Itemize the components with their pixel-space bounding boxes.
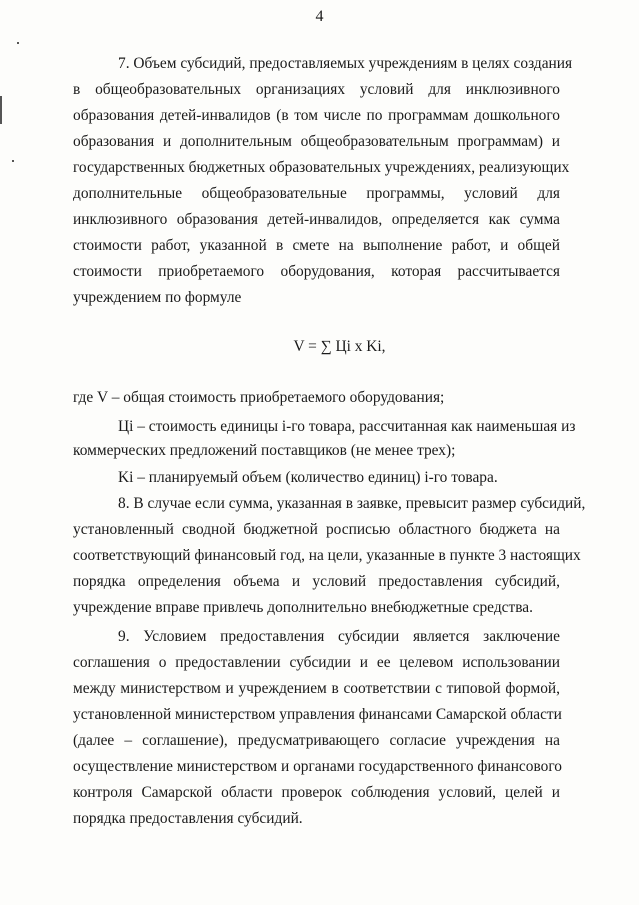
paragraph-7-line-2: в общеобразовательных организациях условий для инклюзивного <box>73 81 560 98</box>
definition-ki: Ki – планируемый объем (количество единиц) i-го товара. <box>118 469 498 486</box>
paragraph-7-line-3: образования детей-инвалидов (в том числе по программам дошкольного <box>73 107 560 124</box>
paragraph-7-line-6: дополнительные общеобразовательные программы, условий для <box>73 185 560 202</box>
paragraph-7-line-10: учреждением по формуле <box>73 289 242 306</box>
scan-mark <box>17 42 19 44</box>
paragraph-9-line-2: соглашения о предоставлении субсидии и ее целевом использовании <box>73 654 560 671</box>
paragraph-7-line-7: инклюзивного образования детей-инвалидов, определяется как сумма <box>73 211 560 228</box>
paragraph-9-line-7: контроля Самарской области проверок соблюдения условий, целей и <box>73 784 560 801</box>
paragraph-9-line-4: установленной министерством управления финансами Самарской области <box>73 706 562 723</box>
paragraph-9-line-5: (далее – соглашение), предусматривающего согласие учреждения на <box>73 732 560 749</box>
paragraph-8-line-5: учреждение вправе привлечь дополнительно внебюджетные средства. <box>73 599 533 616</box>
paragraph-7-line-5: государственных бюджетных образовательных учреждениях, реализующих <box>73 159 570 176</box>
paragraph-9-line-3: между министерством и учреждением в соответствии с типовой формой, <box>73 680 560 697</box>
paragraph-8-line-3: соответствующий финансовый год, на цели, указанные в пункте 3 настоящих <box>73 547 581 564</box>
definition-ci-line-1: Цi – стоимость единицы i-го товара, рассчитанная как наименьшая из <box>118 418 576 435</box>
paragraph-7-line-9: стоимости приобретаемого оборудования, которая рассчитывается <box>73 263 560 280</box>
scan-mark <box>0 96 2 124</box>
definition-ci-line-2: коммерческих предложений поставщиков (не менее трех); <box>73 442 456 459</box>
definition-v: где V – общая стоимость приобретаемого оборудования; <box>73 389 445 406</box>
paragraph-8-line-2: установленный сводной бюджетной росписью областного бюджета на <box>73 521 560 538</box>
paragraph-9-line-1: 9. Условием предоставления субсидии является заключение <box>118 628 560 645</box>
page-number: 4 <box>315 8 324 25</box>
paragraph-7-line-8: стоимости работ, указанной в смете на выполнение работ, и общей <box>73 237 560 254</box>
paragraph-9-line-8: порядка предоставления субсидий. <box>73 810 303 827</box>
paragraph-8-line-1: 8. В случае если сумма, указанная в заявке, превысит размер субсидий, <box>118 495 586 512</box>
paragraph-7-line-4: образования и дополнительным общеобразовательным программам) и <box>73 133 560 150</box>
paragraph-7-line-1: 7. Объем субсидий, предоставляемых учреждениям в целях создания <box>118 55 573 72</box>
formula: V = ∑ Цi x Ki, <box>293 338 386 355</box>
scan-mark <box>12 160 14 162</box>
paragraph-8-line-4: порядка определения объема и условий предоставления субсидий, <box>73 573 560 590</box>
paragraph-9-line-6: осуществление министерством и органами государственного финансового <box>73 758 562 775</box>
